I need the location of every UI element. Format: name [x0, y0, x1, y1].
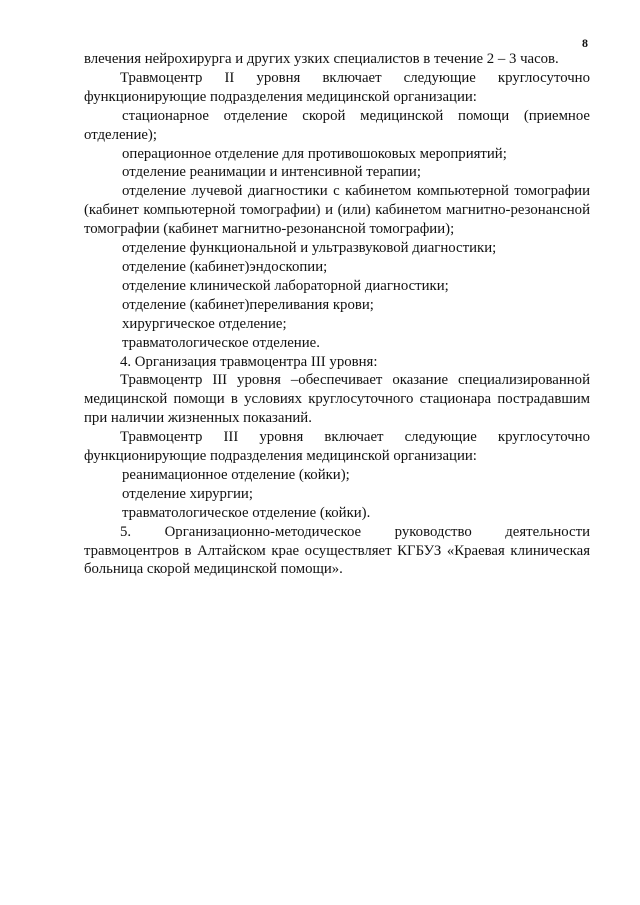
paragraph-continuation: влечения нейрохирурга и других узких специалистов в течение 2 – 3 часов. — [84, 51, 559, 67]
page-number: 8 — [582, 36, 588, 50]
list-item: отделение лучевой диагностики с кабинетом компьютерной томографии (кабинет компьютерной томографии) и (или) кабинетом магнитно-резонансной томографии (кабинет магнитно-резонансной томографии); — [84, 183, 590, 238]
list-item: хирургическое отделение; — [122, 315, 287, 332]
list-item: реанимационное отделение (койки); — [122, 466, 350, 483]
list-item: стационарное отделение скорой медицинской помощи (приемное отделение); — [84, 107, 590, 143]
list-item: отделение реанимации и интенсивной терапии; — [122, 164, 421, 181]
document-body — [84, 50, 590, 579]
paragraph-level3-description: Травмоцентр III уровня –обеспечивает оказание специализированной медицинской помощи в условиях круглосуточного стационара пострадавшим при наличии жизненных показаний. — [84, 372, 590, 427]
list-item: отделение (кабинет)переливания крови; — [122, 296, 374, 313]
list-item: травматологическое отделение. — [122, 334, 320, 351]
paragraph-level3-intro: Травмоцентр III уровня включает следующие круглосуточно функционирующие подразделения медицинской организации: — [84, 429, 590, 465]
list-item: отделение (кабинет)эндоскопии; — [122, 258, 328, 275]
list-item: отделение хирургии; — [122, 485, 253, 502]
paragraph-level2-intro: Травмоцентр II уровня включает следующие круглосуточно функционирующие подразделения медицинской организации: — [84, 69, 590, 105]
list-item: отделение функциональной и ультразвуковой диагностики; — [122, 240, 497, 257]
list-item: отделение клинической лабораторной диагностики; — [122, 277, 449, 294]
paragraph-section5: 5. Организационно-методическое руководство деятельности травмоцентров в Алтайском крае осуществляет КГБУЗ «Краевая клиническая больница скорой медицинской помощи». — [84, 523, 590, 578]
section-heading-level3: 4. Организация травмоцентра III уровня: — [120, 353, 378, 370]
list-item: травматологическое отделение (койки). — [122, 504, 371, 521]
list-item: операционное отделение для противошоковых мероприятий; — [122, 145, 507, 162]
